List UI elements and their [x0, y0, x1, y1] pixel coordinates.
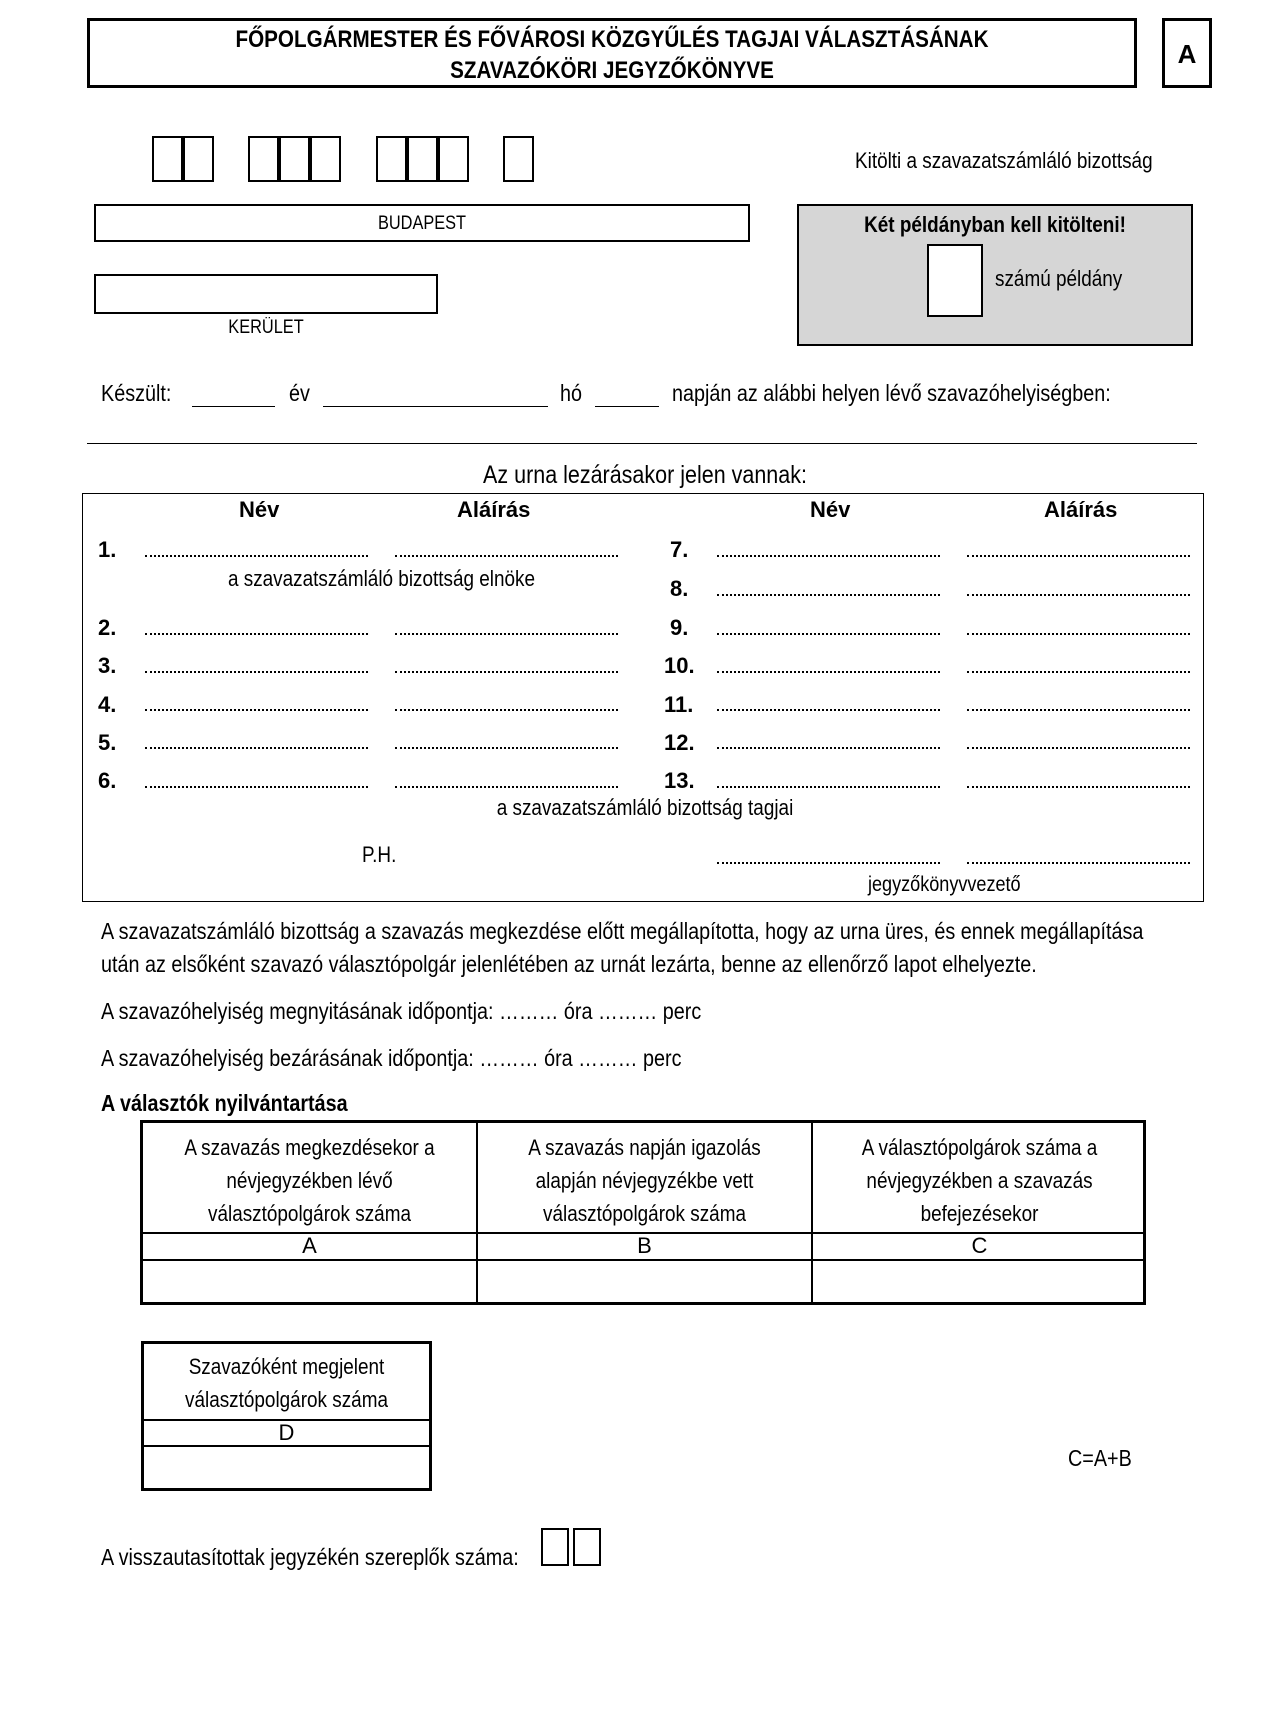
recorder-signature-field[interactable]	[967, 862, 1190, 864]
signature-field[interactable]	[967, 633, 1190, 635]
budapest-field[interactable]	[94, 204, 750, 242]
value-d-field[interactable]	[144, 1447, 429, 1488]
member-number: 13.	[664, 768, 695, 793]
name-field[interactable]	[717, 671, 940, 673]
signature-field[interactable]	[967, 747, 1190, 749]
kerulet-field[interactable]	[94, 274, 438, 314]
keszult-label: Készült:	[101, 380, 172, 406]
ev-label: év	[289, 380, 310, 406]
copy-number-box[interactable]	[927, 244, 983, 317]
name-field[interactable]	[145, 786, 368, 788]
form-letter: A	[1177, 39, 1197, 69]
col-c-line: A választópolgárok száma a	[861, 1135, 1098, 1160]
name-field[interactable]	[145, 555, 368, 557]
name-field[interactable]	[145, 671, 368, 673]
member-number: 3.	[98, 653, 117, 678]
closing-time[interactable]: A szavazóhelyiség bezárásának időpontja: ……… óra ……… perc	[101, 1045, 682, 1071]
member-number: 2.	[98, 615, 117, 640]
copies-panel	[797, 204, 1193, 346]
kitolti-label: Kitölti a szavazatszámláló bizottság	[855, 148, 1153, 173]
letter-b: B	[637, 1233, 652, 1258]
code-digit-box[interactable]	[407, 136, 438, 182]
year-field[interactable]	[192, 406, 275, 407]
title-box	[87, 18, 1137, 88]
signature-field[interactable]	[967, 555, 1190, 557]
code-digit-box[interactable]	[248, 136, 279, 182]
col-b-line: A szavazás napján igazolás	[528, 1135, 761, 1160]
letter-a: A	[302, 1233, 317, 1258]
col-a-line: választópolgárok száma	[208, 1201, 411, 1226]
chair-label: a szavazatszámláló bizottság elnöke	[227, 566, 536, 591]
member-number: 6.	[98, 768, 117, 793]
voters-table	[141, 1341, 432, 1491]
copy-label: számú példány	[995, 266, 1123, 291]
member-number: 7.	[670, 537, 689, 562]
statement-line-2: után az elsőként szavazó választópolgár jelenlétében az urnát lezárta, benne az ellenőrző lapot elhelyezte.	[101, 951, 1037, 977]
signature-field[interactable]	[967, 786, 1190, 788]
name-field[interactable]	[717, 786, 940, 788]
col-b-header	[478, 1131, 811, 1230]
rejected-label: A visszautasítottak jegyzékén szereplők száma:	[101, 1544, 519, 1570]
col-b-line: alapján névjegyzékbe vett	[535, 1168, 754, 1193]
code-digit-box[interactable]	[503, 136, 534, 182]
col-d-header	[144, 1350, 429, 1416]
opening-time[interactable]: A szavazóhelyiség megnyitásának időpontja: ……… óra ……… perc	[101, 998, 702, 1024]
kerulet-label: KERÜLET	[228, 317, 304, 338]
name-field[interactable]	[145, 633, 368, 635]
statement-line-1: A szavazatszámláló bizottság a szavazás megkezdése előtt megállapította, hogy az urna üres, és ennek megállapítása	[101, 918, 1144, 944]
member-number: 4.	[98, 692, 117, 717]
member-number: 1.	[98, 537, 117, 562]
member-number: 11.	[664, 692, 694, 717]
ho-label: hó	[560, 380, 583, 406]
recorder-label: jegyzőkönyvvezető	[868, 873, 1021, 896]
form-letter-box	[1162, 18, 1212, 88]
title-line-2: SZAVAZÓKÖRI JEGYZŐKÖNYVE	[450, 57, 774, 84]
code-digit-box[interactable]	[152, 136, 183, 182]
code-digit-box[interactable]	[279, 136, 310, 182]
name-field[interactable]	[717, 709, 940, 711]
col-name-left: Név	[239, 497, 280, 522]
day-field[interactable]	[595, 406, 659, 407]
name-field[interactable]	[145, 747, 368, 749]
signature-field[interactable]	[967, 709, 1190, 711]
name-field[interactable]	[717, 555, 940, 557]
signature-field[interactable]	[395, 786, 618, 788]
name-field[interactable]	[717, 633, 940, 635]
value-a-field[interactable]	[143, 1261, 476, 1302]
ph-label: P.H.	[362, 842, 397, 867]
formula: C=A+B	[1068, 1445, 1132, 1471]
month-field[interactable]	[323, 406, 548, 407]
col-name-right: Név	[810, 497, 851, 522]
name-field[interactable]	[145, 709, 368, 711]
code-digit-box[interactable]	[376, 136, 407, 182]
value-b-field[interactable]	[478, 1261, 811, 1302]
col-d-line: választópolgárok száma	[185, 1387, 388, 1412]
members-label: a szavazatszámláló bizottság tagjai	[496, 795, 794, 820]
registry-table	[140, 1120, 1146, 1305]
code-digit-box[interactable]	[438, 136, 469, 182]
signature-field[interactable]	[967, 671, 1190, 673]
member-number: 12.	[664, 730, 695, 755]
location-field[interactable]	[87, 443, 1197, 444]
rejected-digit-box[interactable]	[541, 1528, 569, 1566]
presence-title: Az urna lezárásakor jelen vannak:	[483, 461, 807, 489]
signature-field[interactable]	[395, 747, 618, 749]
code-digit-box[interactable]	[183, 136, 214, 182]
registry-title: A választók nyilvántartása	[101, 1090, 348, 1116]
col-d-line: Szavazóként megjelent	[188, 1354, 385, 1379]
rejected-digit-box[interactable]	[573, 1528, 601, 1566]
copies-notice: Két példányban kell kitölteni!	[864, 212, 1126, 237]
title-line-1: FŐPOLGÁRMESTER ÉS FŐVÁROSI KÖZGYŰLÉS TAGJAI VÁLASZTÁSÁNAK	[235, 26, 989, 53]
col-b-line: választópolgárok száma	[543, 1201, 746, 1226]
name-field[interactable]	[717, 747, 940, 749]
budapest-label: BUDAPEST	[377, 213, 467, 234]
code-digit-box[interactable]	[310, 136, 341, 182]
name-field[interactable]	[717, 594, 940, 596]
member-number: 8.	[670, 576, 689, 601]
signature-field[interactable]	[395, 709, 618, 711]
col-a-header	[143, 1131, 476, 1230]
col-signature-left: Aláírás	[457, 497, 531, 522]
recorder-name-field[interactable]	[717, 862, 940, 864]
signature-field[interactable]	[395, 671, 618, 673]
value-c-field[interactable]	[813, 1261, 1146, 1302]
col-signature-right: Aláírás	[1044, 497, 1118, 522]
col-c-line: befejezésekor	[920, 1201, 1039, 1226]
signature-field[interactable]	[395, 555, 618, 557]
col-a-line: névjegyzékben lévő	[226, 1168, 393, 1193]
signature-field[interactable]	[395, 633, 618, 635]
letter-d: D	[278, 1420, 295, 1445]
date-rest-label: napján az alábbi helyen lévő szavazóhelyiségben:	[672, 380, 1111, 406]
member-number: 10.	[664, 653, 695, 678]
member-number: 5.	[98, 730, 117, 755]
col-c-line: névjegyzékben a szavazás	[866, 1168, 1093, 1193]
col-a-line: A szavazás megkezdésekor a	[184, 1135, 435, 1160]
member-number: 9.	[670, 615, 689, 640]
col-c-header	[813, 1131, 1146, 1230]
letter-c: C	[971, 1233, 988, 1258]
signature-field[interactable]	[967, 594, 1190, 596]
